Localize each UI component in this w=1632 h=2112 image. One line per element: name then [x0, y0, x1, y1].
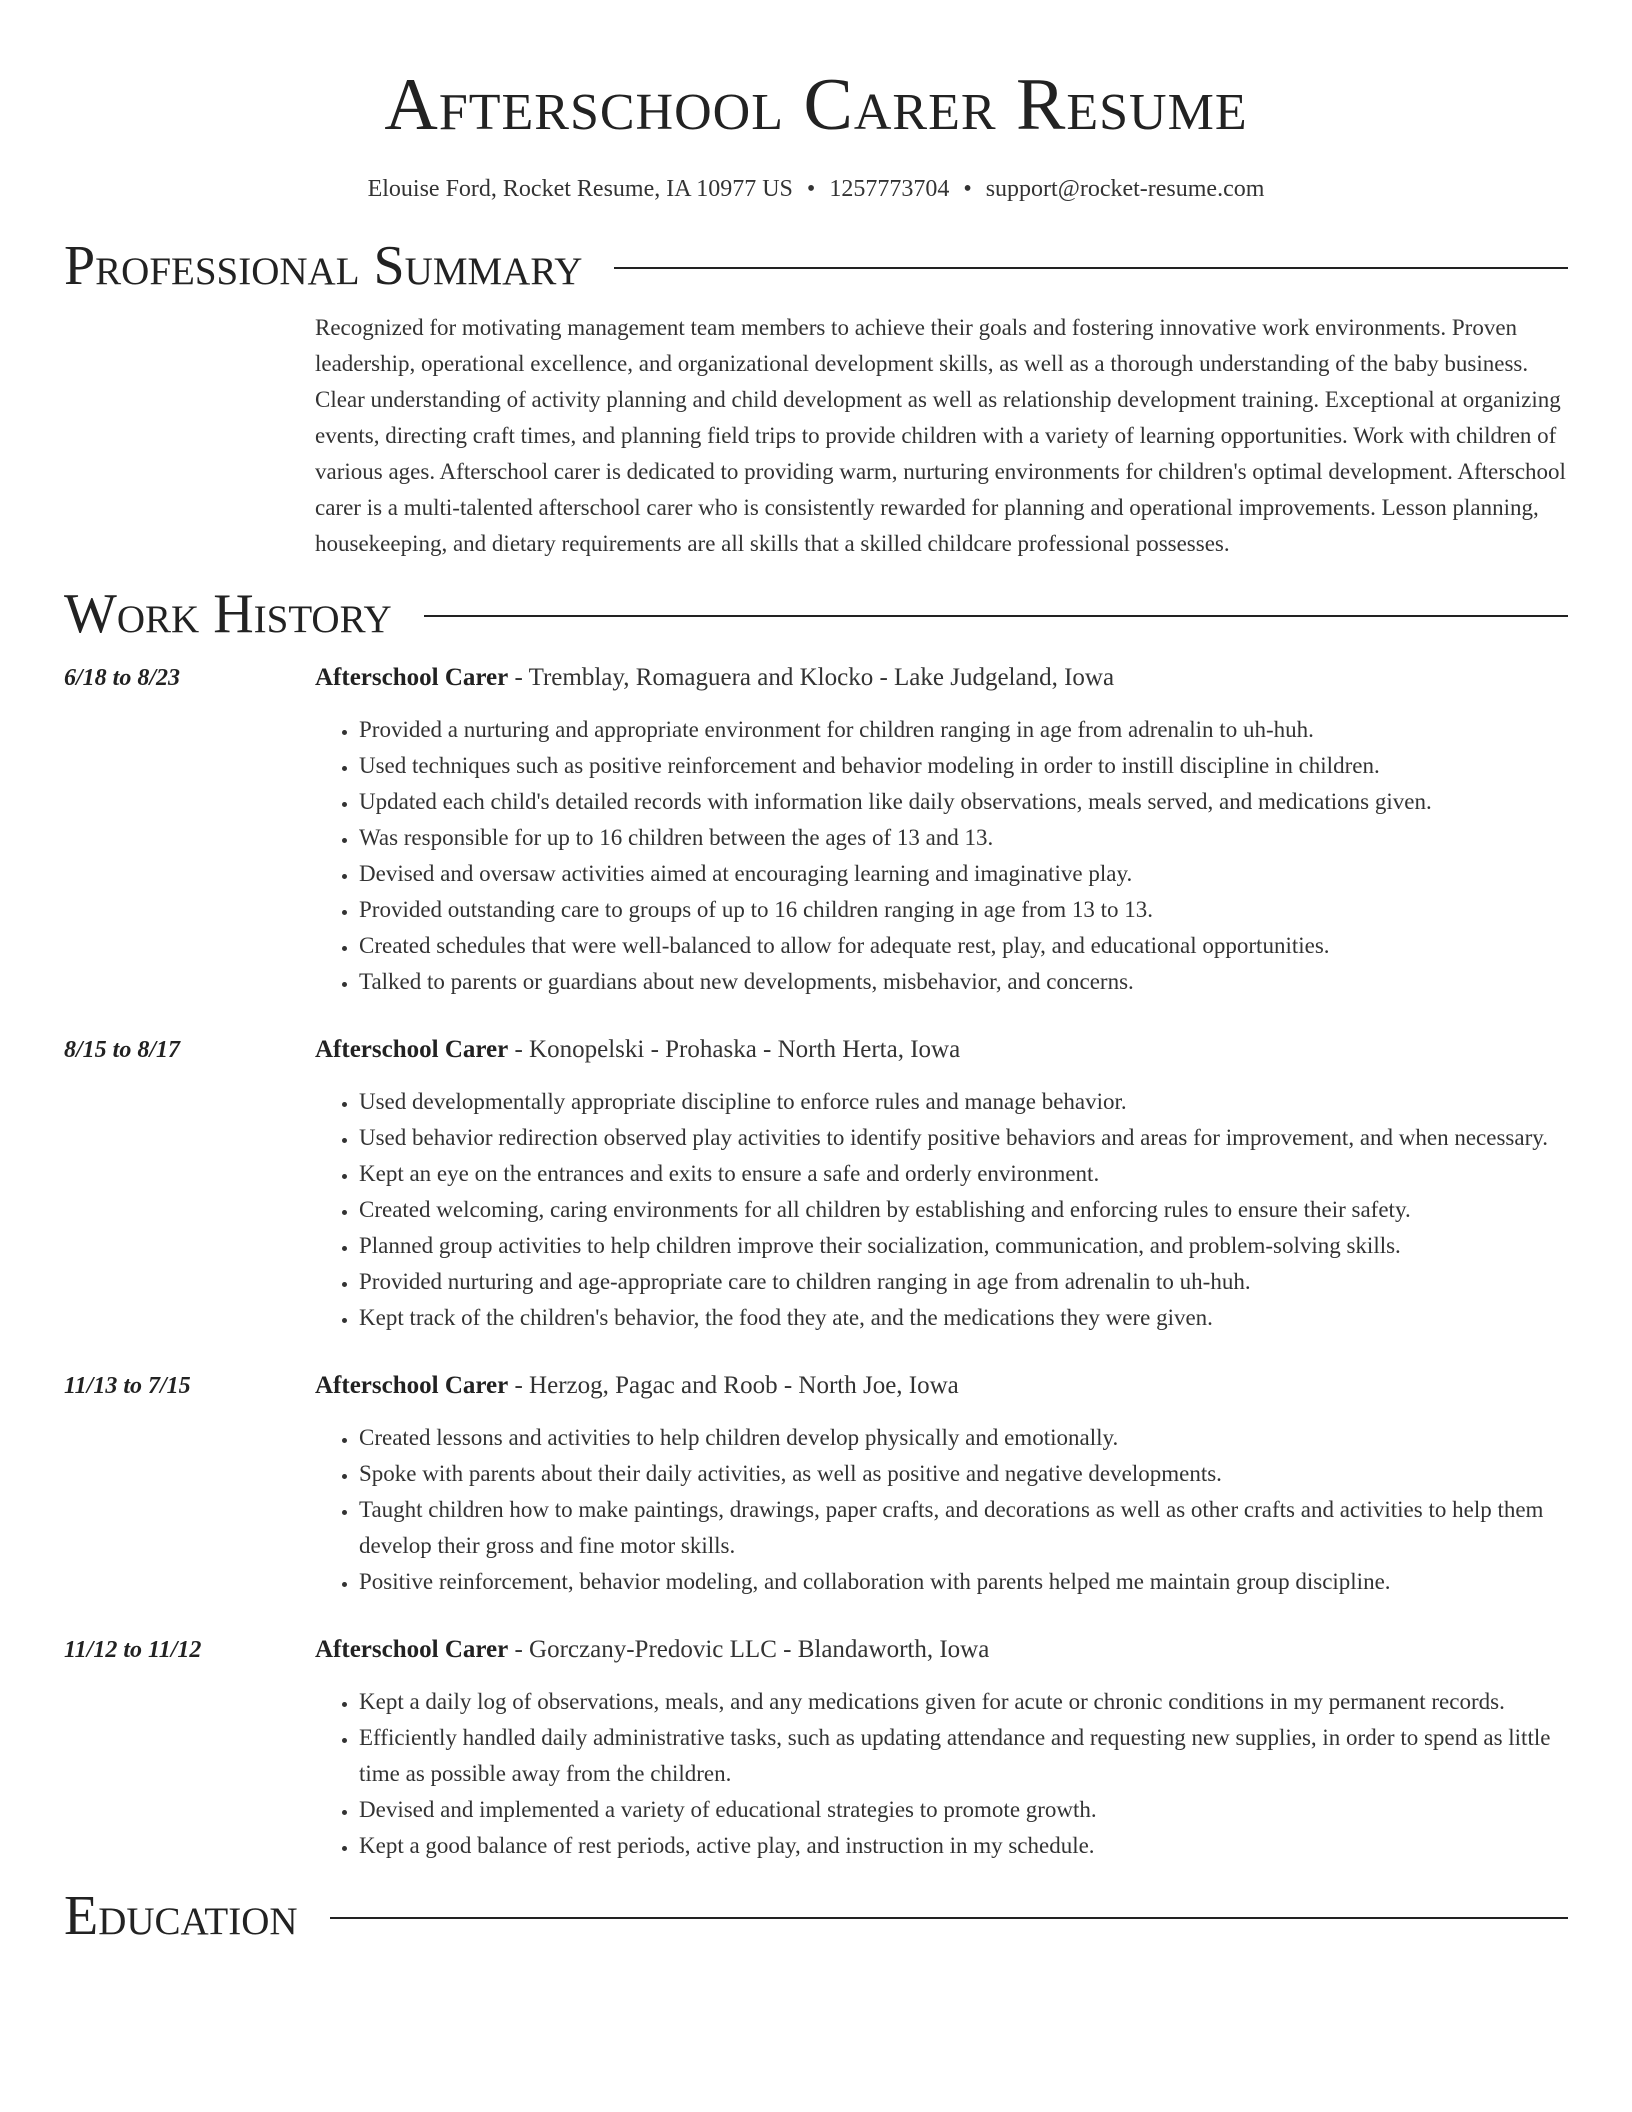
- section-divider: [614, 267, 1568, 269]
- job-body: [315, 1632, 1568, 1864]
- duty-item: • Was responsible for up to 16 children between the ages of 13 and 13.: [359, 820, 1568, 856]
- duty-item: • Provided outstanding care to groups of up to 16 children ranging in age from 13 to 13.: [359, 892, 1568, 928]
- duty-item: • Kept track of the children's behavior, the food they ate, and the medications they were given.: [359, 1300, 1568, 1336]
- job-employer-location: - Herzog, Pagac and Roob - North Joe, Iowa: [508, 1372, 959, 1399]
- job-dates: 11/12 to 11/12: [64, 1637, 202, 1663]
- job-body: [315, 1032, 1568, 1336]
- duty-item: • Provided a nurturing and appropriate environment for children ranging in age from adrenalin to uh-huh.: [359, 712, 1568, 748]
- job-heading: [315, 660, 1568, 696]
- summary-heading: Professional Summary: [64, 235, 583, 297]
- contact-separator: •: [963, 176, 972, 202]
- job-body: [315, 1368, 1568, 1600]
- job-dates: 11/13 to 7/15: [64, 1373, 191, 1399]
- duty-item: • Taught children how to make paintings, drawings, paper crafts, and decorations as well as other crafts and activities to help them develop their gross and fine motor skills.: [359, 1492, 1568, 1564]
- job-duties-list: [315, 712, 1568, 1000]
- duty-item: • Talked to parents or guardians about new developments, misbehavior, and concerns.: [359, 964, 1568, 1000]
- job-entry: [64, 660, 1568, 1000]
- duty-item: • Kept a daily log of observations, meals, and any medications given for acute or chronic conditions in my permanent records.: [359, 1684, 1568, 1720]
- duty-item: • Used behavior redirection observed play activities to identify positive behaviors and areas for improvement, and when necessary.: [359, 1120, 1568, 1156]
- job-duties-list: [315, 1084, 1568, 1336]
- resume-page: [64, 0, 1568, 1948]
- contact-separator: •: [806, 176, 816, 202]
- duty-item: • Planned group activities to help children improve their socialization, communication, and problem-solving skills.: [359, 1228, 1568, 1264]
- duty-item: • Positive reinforcement, behavior modeling, and collaboration with parents helped me maintain group discipline.: [359, 1564, 1568, 1600]
- job-duties-list: [315, 1420, 1568, 1600]
- job-dates: 8/15 to 8/17: [64, 1037, 181, 1063]
- job-role: Afterschool Carer: [315, 664, 509, 691]
- duty-item: • Created welcoming, caring environments for all children by establishing and enforcing rules to ensure their safety.: [359, 1192, 1568, 1228]
- duty-item: • Spoke with parents about their daily activities, as well as positive and negative developments.: [359, 1456, 1568, 1492]
- duty-item: • Devised and oversaw activities aimed at encouraging learning and imaginative play.: [359, 856, 1568, 892]
- job-employer-location: - Gorczany-Predovic LLC - Blandaworth, Iowa: [508, 1636, 990, 1663]
- duty-item: • Efficiently handled daily administrative tasks, such as updating attendance and requesting new supplies, in order to spend as little time as possible away from the children.: [359, 1720, 1568, 1792]
- work-section-header: [64, 582, 1568, 646]
- job-entry: [64, 1032, 1568, 1336]
- duty-item: • Updated each child's detailed records with information like daily observations, meals served, and medications given.: [359, 784, 1568, 820]
- duty-item: • Kept an eye on the entrances and exits to ensure a safe and orderly environment.: [359, 1156, 1568, 1192]
- duty-item: • Provided nurturing and age-appropriate care to children ranging in age from adrenalin to uh-huh.: [359, 1264, 1568, 1300]
- job-heading: [315, 1368, 1568, 1404]
- job-dates: 6/18 to 8/23: [64, 665, 181, 691]
- duty-item: • Used techniques such as positive reinforcement and behavior modeling in order to instill discipline in children.: [359, 748, 1568, 784]
- contact-email: support@rocket-resume.com: [985, 176, 1265, 202]
- duty-item: • Kept a good balance of rest periods, active play, and instruction in my schedule.: [359, 1828, 1568, 1864]
- education-section-header: [64, 1884, 1568, 1948]
- education-heading: Education: [64, 1885, 298, 1947]
- job-employer-location: - Konopelski - Prohaska - North Herta, Iowa: [508, 1036, 961, 1063]
- job-entry: [64, 1368, 1568, 1600]
- section-divider: [330, 1917, 1568, 1919]
- duty-item: • Devised and implemented a variety of educational strategies to promote growth.: [359, 1792, 1568, 1828]
- section-divider: [424, 615, 1568, 617]
- job-entry: [64, 1632, 1568, 1864]
- work-heading: Work History: [64, 583, 392, 645]
- summary-section-header: [64, 234, 1568, 298]
- job-employer-location: - Tremblay, Romaguera and Klocko - Lake Judgeland, Iowa: [508, 664, 1115, 691]
- job-heading: [315, 1632, 1568, 1668]
- job-role: Afterschool Carer: [315, 1636, 509, 1663]
- resume-title: Afterschool Carer Resume: [384, 64, 1248, 146]
- contact-address: Elouise Ford, Rocket Resume, IA 10977 US: [367, 176, 793, 202]
- contact-line: [64, 174, 1568, 204]
- job-heading: [315, 1032, 1568, 1068]
- job-role: Afterschool Carer: [315, 1036, 509, 1063]
- summary-text: Recognized for motivating management team members to achieve their goals and fostering innovative work environments. Proven leadership, operational excellence, and organizational development skills, as well as a thorough understanding of the baby business. Clear understanding of activity planning and child development as well as relationship development training. Exceptional at organizing events, directing craft times, and planning field trips to provide children with a variety of learning opportunities. Work with children of various ages. Afterschool carer is dedicated to providing warm, nurturing environments for children's optimal development. Afterschool carer is a multi-talented afterschool carer who is consistently rewarded for planning and operational improvements. Lesson planning, housekeeping, and dietary requirements are all skills that a skilled childcare professional possesses.: [315, 315, 1566, 556]
- duty-item: • Created schedules that were well-balanced to allow for adequate rest, play, and educational opportunities.: [359, 928, 1568, 964]
- duty-item: • Created lessons and activities to help children develop physically and emotionally.: [359, 1420, 1568, 1456]
- job-body: [315, 660, 1568, 1000]
- job-duties-list: [315, 1684, 1568, 1864]
- job-role: Afterschool Carer: [315, 1372, 509, 1399]
- duty-item: • Used developmentally appropriate discipline to enforce rules and manage behavior.: [359, 1084, 1568, 1120]
- contact-phone: 1257773704: [829, 176, 950, 202]
- summary-block: [64, 310, 1568, 562]
